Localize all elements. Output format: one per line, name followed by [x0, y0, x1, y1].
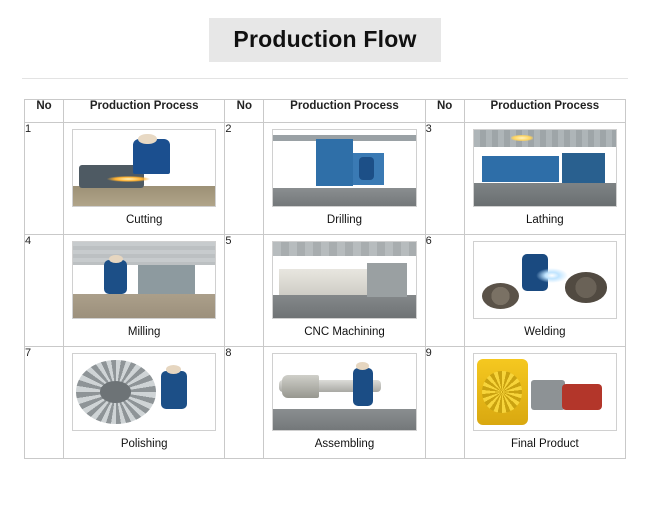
- process-photo: [72, 353, 216, 431]
- process-cell-inner: [465, 123, 625, 234]
- header-process-3: Production Process: [464, 100, 625, 123]
- scene-machine-secondary: [367, 263, 407, 296]
- scene-worker-head: [109, 255, 123, 263]
- scene-generator-ring: [482, 371, 522, 414]
- process-cell: [464, 123, 625, 235]
- scene-machine: [138, 265, 195, 294]
- process-cell-inner: [264, 347, 424, 458]
- photo-scene-lathing: [474, 130, 616, 206]
- photo-scene-cutting: [73, 130, 215, 206]
- production-flow-table-wrap: [24, 99, 626, 459]
- table-row: [25, 123, 626, 235]
- process-photo: [272, 353, 416, 431]
- step-number: 5: [225, 235, 264, 347]
- scene-floor: [73, 186, 215, 206]
- process-caption: Milling: [127, 326, 161, 338]
- step-number: 6: [425, 235, 464, 347]
- process-cell-inner: [465, 235, 625, 346]
- table-header: [25, 100, 626, 123]
- title-divider: [22, 78, 628, 79]
- step-number: 1: [25, 123, 64, 235]
- photo-scene-final-product: [474, 354, 616, 430]
- process-caption: Lathing: [525, 214, 564, 226]
- scene-wheel-hub: [100, 381, 131, 402]
- process-cell: [464, 235, 625, 347]
- step-number: 8: [225, 347, 264, 459]
- process-cell-inner: [64, 347, 224, 458]
- scene-worker-body: [359, 157, 375, 180]
- scene-worker-body: [133, 139, 170, 174]
- process-photo: [473, 129, 617, 207]
- process-cell: [64, 347, 225, 459]
- scene-sparks: [107, 176, 150, 182]
- step-number: 2: [225, 123, 264, 235]
- scene-lamp: [511, 135, 534, 141]
- step-number: 9: [425, 347, 464, 459]
- scene-cone: [282, 375, 319, 398]
- step-number: 7: [25, 347, 64, 459]
- process-caption: Assembling: [314, 438, 375, 450]
- scene-machine-secondary: [531, 380, 565, 410]
- process-photo: [272, 241, 416, 319]
- photo-scene-welding: [474, 242, 616, 318]
- process-cell: [464, 347, 625, 459]
- step-number: 4: [25, 235, 64, 347]
- process-photo: [473, 241, 617, 319]
- page-title: Production Flow: [209, 18, 440, 62]
- scene-floor: [273, 188, 415, 206]
- scene-worker-head: [356, 362, 369, 370]
- process-photo: [272, 129, 416, 207]
- scene-flange-right: [565, 272, 608, 302]
- process-cell: [64, 123, 225, 235]
- table-row: [25, 235, 626, 347]
- table-row: [25, 347, 626, 459]
- header-no-1: No: [25, 100, 64, 123]
- process-caption: CNC Machining: [304, 326, 385, 338]
- process-photo: [72, 129, 216, 207]
- scene-worker-body: [161, 371, 187, 409]
- photo-scene-assembling: [273, 354, 415, 430]
- scene-floor: [273, 295, 415, 318]
- scene-roof: [273, 242, 415, 256]
- header-no-2: No: [225, 100, 264, 123]
- process-cell: [264, 235, 425, 347]
- title-banner: [0, 0, 650, 62]
- production-flow-table: [24, 99, 626, 459]
- scene-worker-body: [353, 368, 373, 406]
- process-cell-inner: [465, 347, 625, 458]
- photo-scene-drilling: [273, 130, 415, 206]
- process-cell: [264, 347, 425, 459]
- scene-lathe: [482, 156, 559, 182]
- scene-machine-secondary: [562, 153, 605, 183]
- process-caption: Drilling: [326, 214, 363, 226]
- process-cell-inner: [264, 123, 424, 234]
- process-cell-inner: [264, 235, 424, 346]
- scene-red-unit: [562, 384, 602, 410]
- scene-floor: [273, 409, 415, 430]
- process-cell-inner: [64, 123, 224, 234]
- process-caption: Cutting: [125, 214, 163, 226]
- process-cell: [64, 235, 225, 347]
- scene-flange-left: [482, 283, 519, 309]
- process-caption: Final Product: [510, 438, 579, 450]
- table-body: [25, 123, 626, 459]
- process-photo: [72, 241, 216, 319]
- photo-scene-polishing: [73, 354, 215, 430]
- process-caption: Welding: [524, 326, 566, 338]
- photo-scene-milling: [73, 242, 215, 318]
- header-no-3: No: [425, 100, 464, 123]
- scene-machine: [316, 139, 353, 186]
- step-number: 3: [425, 123, 464, 235]
- header-process-1: Production Process: [64, 100, 225, 123]
- scene-roof: [474, 130, 616, 147]
- process-cell: [264, 123, 425, 235]
- scene-floor: [474, 183, 616, 206]
- scene-wall: [73, 242, 215, 265]
- process-caption: Polishing: [120, 438, 168, 450]
- scene-floor: [73, 294, 215, 318]
- header-row: [25, 100, 626, 123]
- scene-worker-body: [104, 260, 127, 293]
- process-photo: [473, 353, 617, 431]
- scene-worker-head: [166, 365, 182, 374]
- header-process-2: Production Process: [264, 100, 425, 123]
- process-cell-inner: [64, 235, 224, 346]
- photo-scene-cnc-machining: [273, 242, 415, 318]
- scene-weld-arc: [536, 268, 567, 283]
